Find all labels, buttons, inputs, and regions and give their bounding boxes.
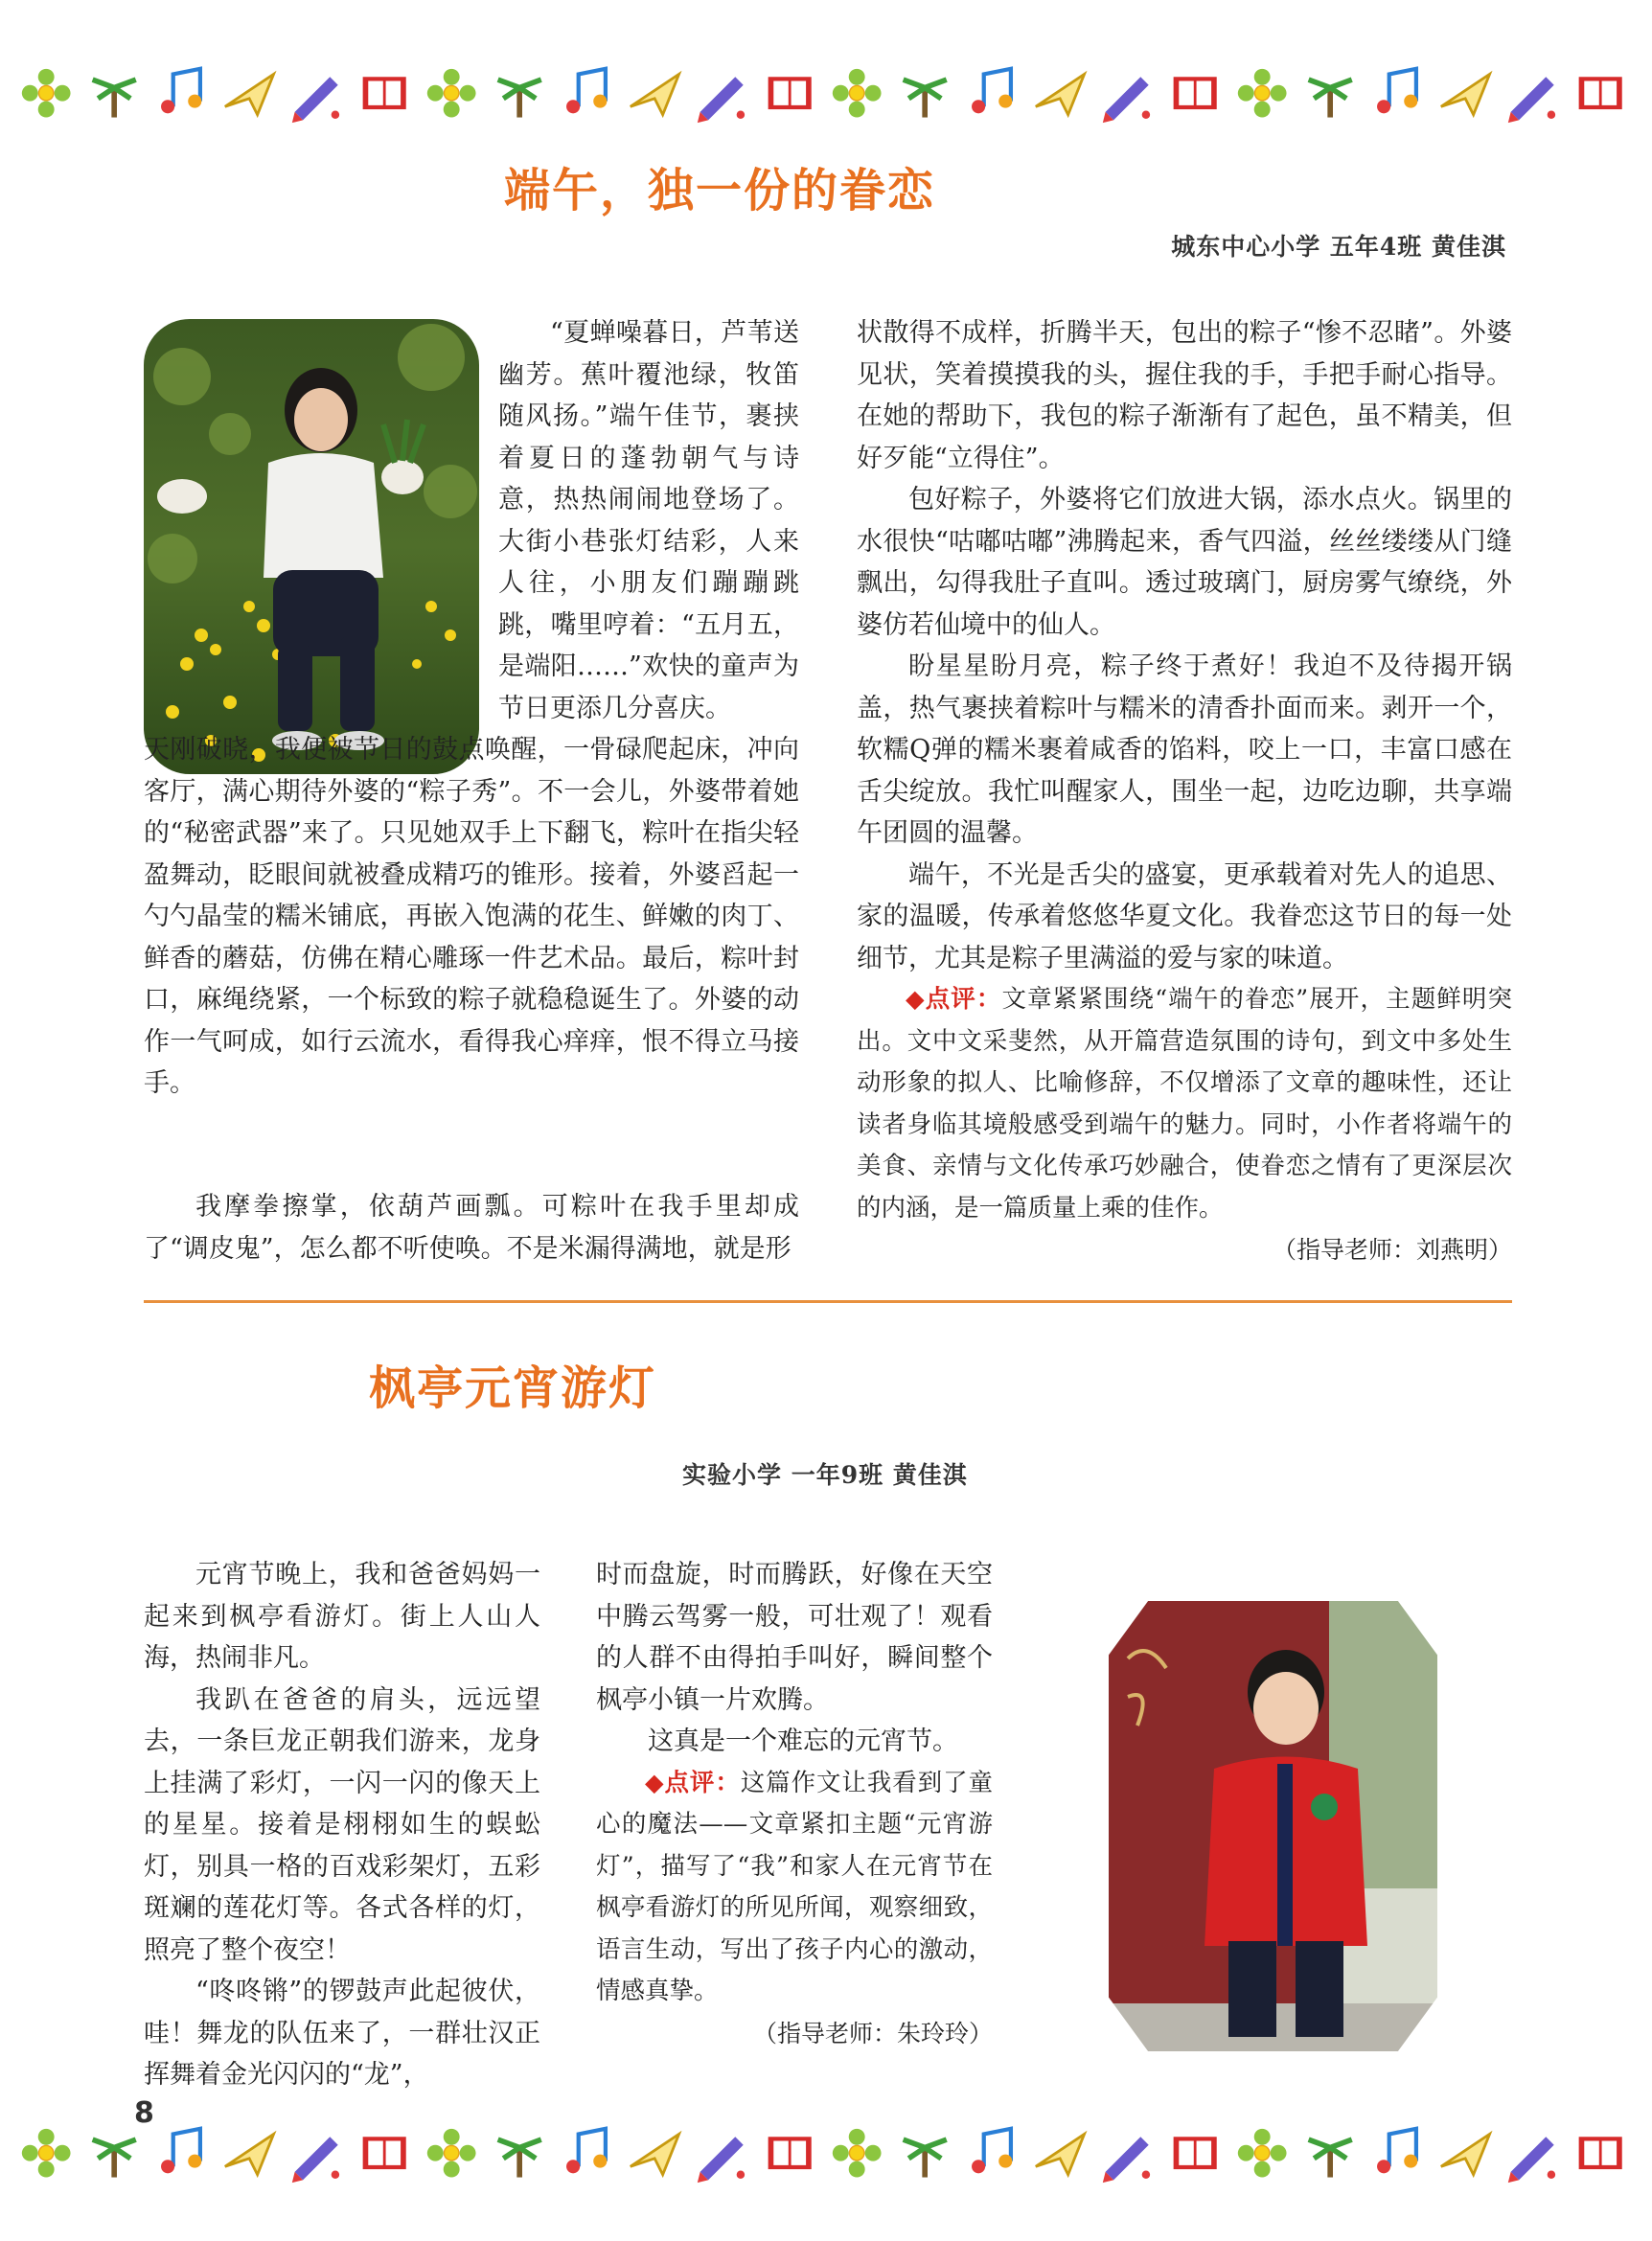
book-icon [763,2126,822,2185]
article2-column2 [596,1554,993,2054]
article1-right-column [857,312,1512,1271]
article1-paragraph: 状散得不成样，折腾半天，包出的粽子“惨不忍睹”。外婆见状，笑着摸摸我的头，握住我的手，手把手耐心指导。在她的帮助下，我包的粽子渐渐有了起色，虽不精美，但好歹能“立得住”。 [857,318,1512,473]
page-number: 8 [134,2096,154,2130]
article2-column1 [144,1554,540,2096]
article2-teacher: （指导老师：朱玲玲） [752,2019,993,2047]
article1-comment-lead: ◆点评： [906,985,1002,1014]
bottom-decorative-border [19,2117,1633,2194]
pencil-icon [1100,2126,1159,2185]
music-note-icon [965,66,1024,126]
palm-tree-icon [898,2126,957,2185]
article2-title: 枫亭元宵游灯 [369,1361,657,1415]
book-icon [357,2126,417,2185]
palm-tree-icon [1303,66,1363,126]
pencil-icon [695,2126,754,2185]
pencil-icon [1505,2126,1565,2185]
article1-paragraph: 端午，不光是舌尖的盛宴，更承载着对先人的追思、家的温暖，传承着悠悠华夏文化。我眷恋这节日的每一处细节，尤其是粽子里满溢的爱与家的味道。 [857,859,1512,973]
paper-plane-icon [222,66,282,126]
palm-tree-icon [87,2126,147,2185]
flower-icon [1235,66,1295,126]
article2-paragraph: “咚咚锵”的锣鼓声此起彼伏，哇！舞龙的队伍来了，一群壮汉正挥舞着金光闪闪的“龙”， [144,1977,540,2090]
article2-paragraph: 元宵节晚上，我和爸爸妈妈一起来到枫亭看游灯。街上人山人海，热闹非凡。 [144,1560,540,1673]
flower-icon [424,2126,484,2185]
article1-title: 端午，独一份的眷恋 [504,164,936,217]
article1-comment [857,979,1512,1229]
boy-photo-image [1109,1601,1437,2051]
pencil-icon [1100,66,1159,126]
article1-comment-text: 文章紧紧围绕“端午的眷恋”展开，主题鲜明突出。文中文采斐然，从开篇营造氛围的诗句，到文中多处生动形象的拟人、比喻修辞，不仅增添了文章的趣味性，还让读者身临其境般感受到端午的魅力。同时，小作者将端午的美食、亲情与文化传承巧妙融合，使眷恋之情有了更深层次的内涵，是一篇质量上乘的佳作。 [857,985,1512,1223]
paper-plane-icon [628,2126,687,2185]
palm-tree-icon [493,66,552,126]
article1-paragraph: “夏蝉噪暮日，芦苇送幽芳。蕉叶覆池绿，牧笛随风扬。”端午佳节，裹挟着夏日的蓬勃朝气与诗意，热热闹闹地登场了。大街小巷张灯结彩，人来人往，小朋友们蹦蹦跳跳，嘴里哼着：“五月五，是端阳……”欢快的童声为节日更添几分喜庆。 [498,318,799,723]
paper-plane-icon [1033,66,1092,126]
palm-tree-icon [493,2126,552,2185]
article1-paragraph: 包好粽子，外婆将它们放进大锅，添水点火。锅里的水很快“咕嘟咕嘟”沸腾起来，香气四溢，丝丝缕缕从门缝飘出，勾得我肚子直叫。透过玻璃门，厨房雾气缭绕，外婆仿若仙境中的仙人。 [857,485,1512,640]
book-icon [1573,2126,1633,2185]
flower-icon [19,2126,79,2185]
music-note-icon [1370,2126,1430,2185]
article1-left-column-lower [144,1186,799,1269]
music-note-icon [560,66,619,126]
book-icon [357,66,417,126]
article1-paragraph: 天刚破晓，我便被节日的鼓点唤醒，一骨碌爬起床，冲向客厅，满心期待外婆的“粽子秀”。不一会儿，外婆带着她的“秘密武器”来了。只见她双手上下翻飞，粽叶在指尖轻盈舞动，眨眼间就被叠成精巧的锥形。接着，外婆舀起一勺勺晶莹的糯米铺底，再嵌入饱满的花生、鲜嫩的肉丁、鲜香的蘑菇，仿佛在精心雕琢一件艺术品。最后，粽叶封口，麻绳绕紧，一个标致的粽子就稳稳诞生了。外婆的动作一气呵成，如行云流水，看得我心痒痒，恨不得立马接手。 [144,735,799,1098]
article2-photo [1109,1601,1437,2051]
paper-plane-icon [1033,2126,1092,2185]
paper-plane-icon [1438,66,1498,126]
pencil-icon [289,66,349,126]
book-icon [763,66,822,126]
article2-comment [596,1763,993,2013]
article1-paragraph: 盼星星盼月亮，粽子终于煮好！我迫不及待揭开锅盖，热气裹挟着粽叶与糯米的清香扑面而来。剥开一个，软糯Q弹的糯米裹着咸香的馅料，咬上一口，丰富口感在舌尖绽放。我忙叫醒家人，围坐一起，边吃边聊，共享端午团圆的温馨。 [857,652,1512,848]
article2-comment-lead: ◆点评： [645,1768,741,1797]
pencil-icon [1505,66,1565,126]
top-decorative-border [19,57,1633,134]
pencil-icon [289,2126,349,2185]
book-icon [1573,66,1633,126]
article2-byline: 实验小学 一年9班 黄佳淇 [682,1461,968,1489]
music-note-icon [560,2126,619,2185]
article1-left-column [144,312,799,1105]
article2-paragraph: 我趴在爸爸的肩头，远远望去，一条巨龙正朝我们游来，龙身上挂满了彩灯，一闪一闪的像天上的星星。接着是栩栩如生的蜈蚣灯，别具一格的百戏彩架灯，五彩斑斓的莲花灯等。各式各样的灯，照亮了整个夜空！ [144,1684,540,1965]
paper-plane-icon [1438,2126,1498,2185]
flower-icon [830,66,889,126]
article1-byline: 城东中心小学 五年4班 黄佳淇 [1171,233,1506,261]
section-divider [144,1300,1512,1303]
music-note-icon [154,2126,214,2185]
music-note-icon [154,66,214,126]
palm-tree-icon [1303,2126,1363,2185]
book-icon [1168,2126,1228,2185]
music-note-icon [1370,66,1430,126]
flower-icon [19,66,79,126]
article2-comment-text: 这篇作文让我看到了童心的魔法——文章紧扣主题“元宵游灯”，描写了“我”和家人在元宵节在枫亭看游灯的所见所闻，观察细致，语言生动，写出了孩子内心的激动，情感真挚。 [596,1768,993,2005]
article1-paragraph: 我摩拳擦掌，依葫芦画瓢。可粽叶在我手里却成了“调皮鬼”，怎么都不听使唤。不是米漏得满地，就是形 [144,1192,799,1264]
flower-icon [424,66,484,126]
article2-paragraph: 这真是一个难忘的元宵节。 [648,1726,958,1756]
paper-plane-icon [628,66,687,126]
paper-plane-icon [222,2126,282,2185]
book-icon [1168,66,1228,126]
palm-tree-icon [898,66,957,126]
article2-paragraph: 时而盘旋，时而腾跃，好像在天空中腾云驾雾一般，可壮观了！观看的人群不由得拍手叫好，瞬间整个枫亭小镇一片欢腾。 [596,1560,993,1715]
article1-teacher: （指导老师：刘燕明） [1272,1236,1512,1264]
pencil-icon [695,66,754,126]
music-note-icon [965,2126,1024,2185]
palm-tree-icon [87,66,147,126]
flower-icon [830,2126,889,2185]
flower-icon [1235,2126,1295,2185]
